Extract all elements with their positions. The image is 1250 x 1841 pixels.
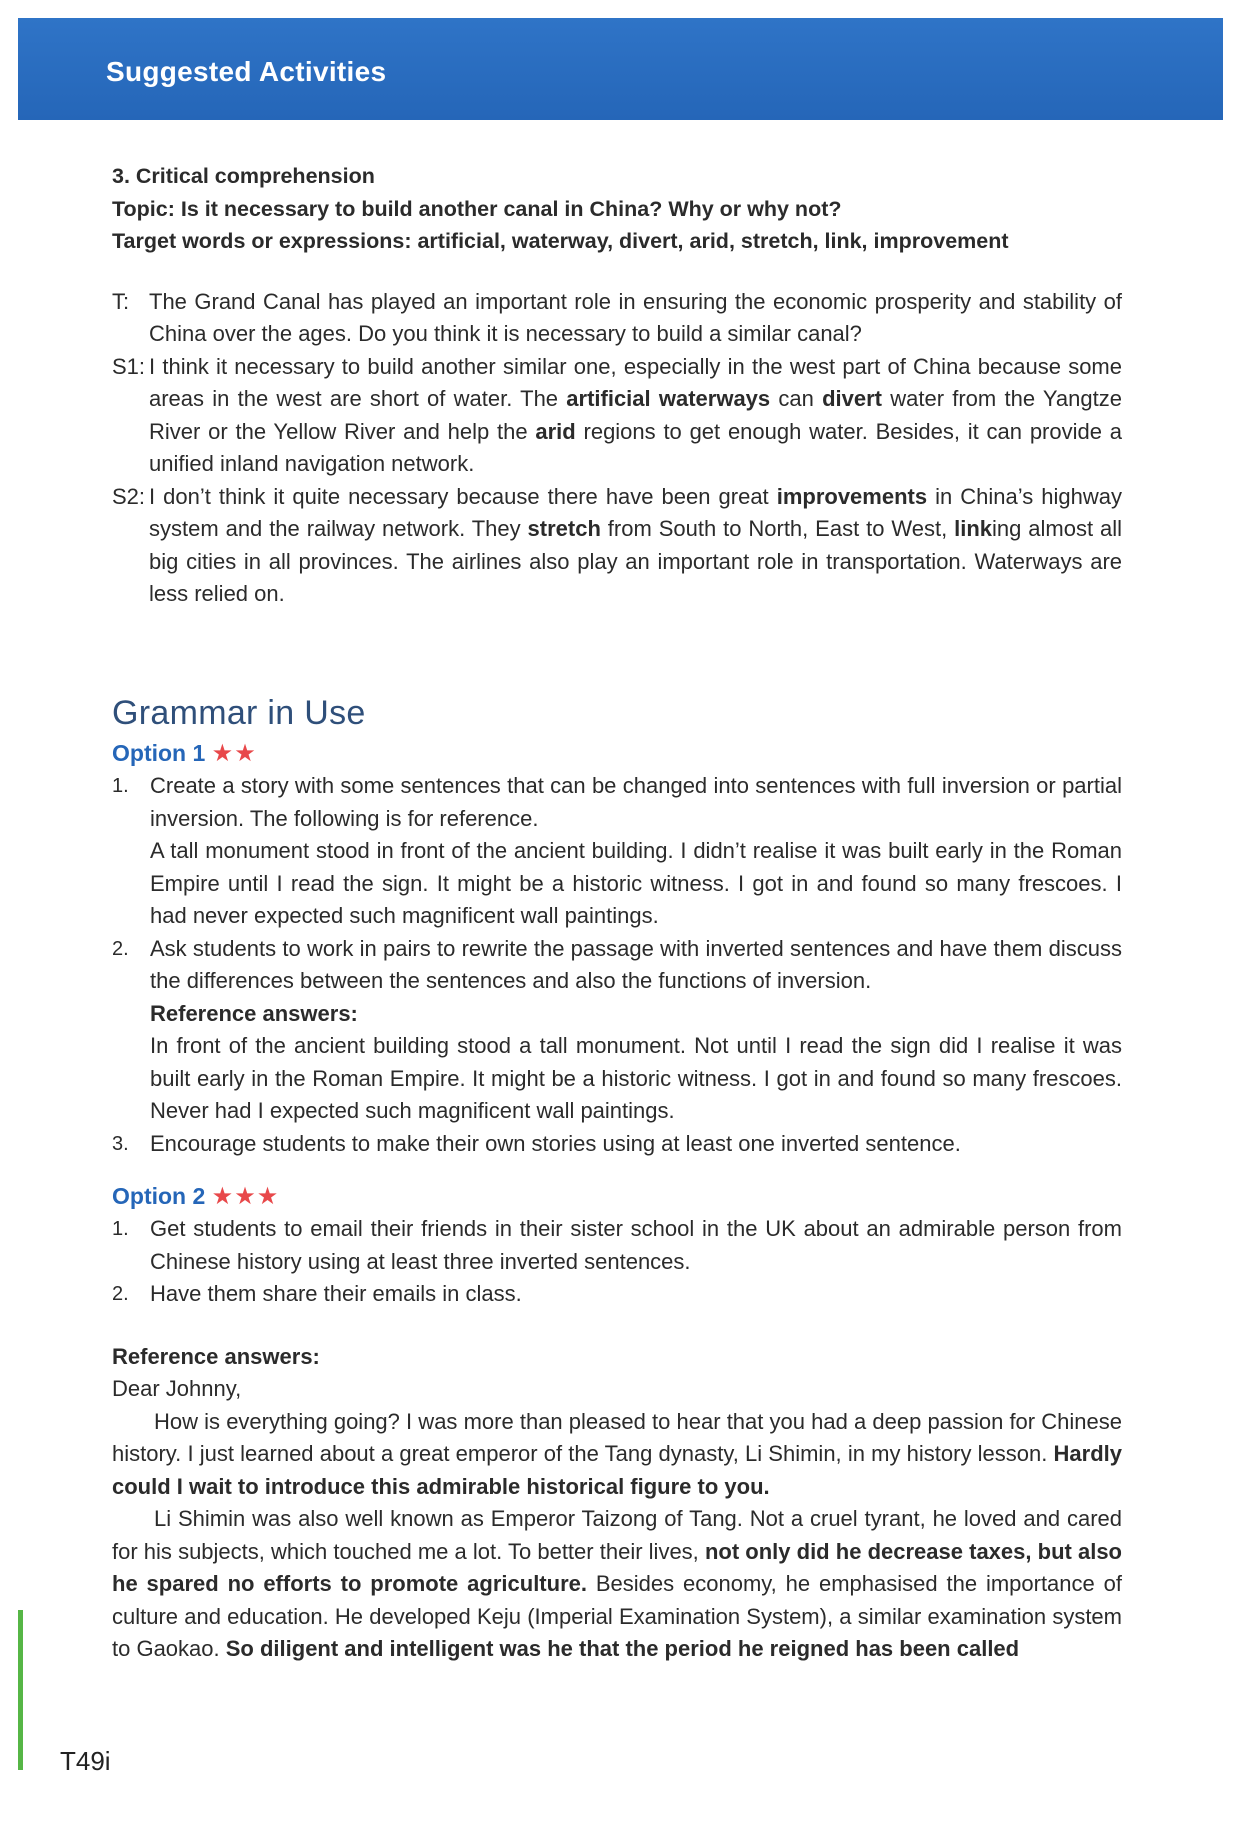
option2-heading: [112, 1180, 1122, 1213]
letter-greeting: Dear Johnny,: [112, 1376, 242, 1401]
item-number: 2.: [112, 1283, 129, 1305]
item-number: 1.: [112, 775, 129, 797]
bold-keyword: arid: [535, 418, 576, 444]
dialog-line-teacher: [112, 286, 1122, 351]
text-run: regions to get enough water. Besides, it can provide a unified inland navigation network.: [149, 418, 1122, 476]
list-item: [112, 1128, 1122, 1161]
text-run: from South to North, East to West,: [600, 516, 955, 541]
bold-keyword: improvements: [776, 483, 928, 509]
bold-keyword: stretch: [527, 516, 601, 541]
item-text: Encourage students to make their own stories using at least one inverted sentence.: [150, 1130, 961, 1156]
margin-accent-bar: [18, 1610, 23, 1770]
item-number: 1.: [112, 1218, 129, 1240]
reference-letter: [112, 1373, 1122, 1666]
dialog-text: [149, 351, 1122, 481]
dialog-line-student2: [112, 481, 1122, 611]
reference-text: In front of the ancient building stood a tall monument. Not until I read the sign did I realise it was built early in the Roman Empire. It might be a historic witness. I got in and found so many frescoes. Never had I expected such magnificent wall paintings.: [150, 1033, 1122, 1123]
text-run: Li Shimin was also well known as Emperor Taizong of Tang. Not a cruel tyrant, he loved and cared for his subjects, which touched me a lot. To better their lives,: [112, 1506, 1122, 1564]
item-text: Get students to email their friends in their sister school in the UK about an admirable person from Chinese history using at least three inverted sentences.: [150, 1216, 1122, 1274]
reference-label: Reference answers:: [150, 1000, 358, 1026]
dialog: [112, 286, 1122, 611]
option1-list: [112, 770, 1122, 1160]
item-body: [150, 770, 1122, 933]
option1-heading: [112, 737, 1122, 770]
text-run: in China’s highway system and the railway network. They: [149, 483, 1122, 541]
speaker-label: S2:: [112, 483, 146, 509]
item-number: 3.: [112, 1132, 129, 1155]
option-label: Option 2: [112, 1183, 206, 1209]
main-content: [112, 160, 1122, 1666]
list-item: [112, 1213, 1122, 1278]
item-text: Have them share their emails in class.: [150, 1281, 522, 1306]
dialog-line-student1: [112, 351, 1122, 481]
page-number: T49i: [60, 1746, 111, 1776]
text-run: How is everything going? I was more than pleased to hear that you had a deep passion for Chinese history. I just learned about a great emperor of the Tang dynasty, Li Shimin, in my history lesson.: [112, 1408, 1122, 1466]
letter-paragraph: [112, 1503, 1122, 1666]
letter-paragraph: [112, 1406, 1122, 1504]
item-number: 2.: [112, 937, 129, 960]
speaker-label: S1:: [112, 353, 146, 379]
bold-sentence: not only did he decrease taxes, but also he spared no efforts to promote agriculture.: [112, 1538, 1122, 1596]
star-rating-icon: ★★: [211, 740, 257, 767]
activity-heading: 3. Critical comprehension: [112, 164, 375, 188]
text-run: Besides economy, he emphasised the importance of culture and education. He developed Keju (Imperial Examination System), a similar examination system to Gaokao.: [112, 1571, 1122, 1661]
activity-targets: Target words or expressions: artificial, waterway, divert, arid, stretch, link, improvement: [112, 229, 1009, 253]
grammar-heading: Grammar in Use: [112, 693, 366, 732]
bold-keyword: divert: [822, 386, 882, 411]
item-body: [150, 933, 1122, 1128]
option2-list: [112, 1213, 1122, 1311]
activity-topic: Topic: Is it necessary to build another canal in China? Why or why not?: [112, 196, 842, 221]
dialog-text: The Grand Canal has played an important role in ensuring the economic prosperity and stability of China over the ages. Do you think it is necessary to build a similar canal?: [149, 288, 1122, 346]
text-run: I don’t think it quite necessary because there have been great: [149, 483, 777, 509]
list-item: [112, 933, 1122, 1128]
bold-keyword: artificial waterways: [566, 386, 771, 411]
item-example: A tall monument stood in front of the ancient building. I didn’t realise it was built early in the Roman Empire until I read the sign. It might be a historic witness. I got in and found so many frescoes. I had never expected such magnificent wall paintings.: [150, 838, 1122, 928]
text-run: ing almost all big cities in all provinces. The airlines also play an important role in transportation. Waterways are less relied on.: [149, 516, 1122, 606]
reference-heading: Reference answers:: [112, 1343, 320, 1369]
list-item: [112, 770, 1122, 933]
bold-keyword: link: [954, 516, 993, 541]
item-text: Create a story with some sentences that can be changed into sentences with full inversion or partial inversion. The following is for reference.: [150, 773, 1122, 831]
option-label: Option 1: [112, 740, 206, 766]
item-text: Ask students to work in pairs to rewrite the passage with inverted sentences and have them discuss the differences between the sentences and also the functions of inversion.: [150, 935, 1122, 993]
bold-sentence: So diligent and intelligent was he that the period he reigned has been called: [225, 1636, 1020, 1661]
star-rating-icon: ★★★: [211, 1183, 280, 1210]
speaker-label: T:: [112, 288, 130, 314]
list-item: [112, 1278, 1122, 1311]
dialog-text: [149, 481, 1122, 611]
section-title: Suggested Activities: [106, 56, 387, 87]
bold-sentence: Hardly could I wait to introduce this admirable historical figure to you.: [112, 1441, 1122, 1499]
text-run: water from the Yangtze River or the Yellow River and help the: [149, 386, 1122, 444]
text-run: can: [770, 386, 823, 411]
text-run: I think it necessary to build another similar one, especially in the west part of China because some areas in the west are short of water. The: [149, 353, 1122, 411]
